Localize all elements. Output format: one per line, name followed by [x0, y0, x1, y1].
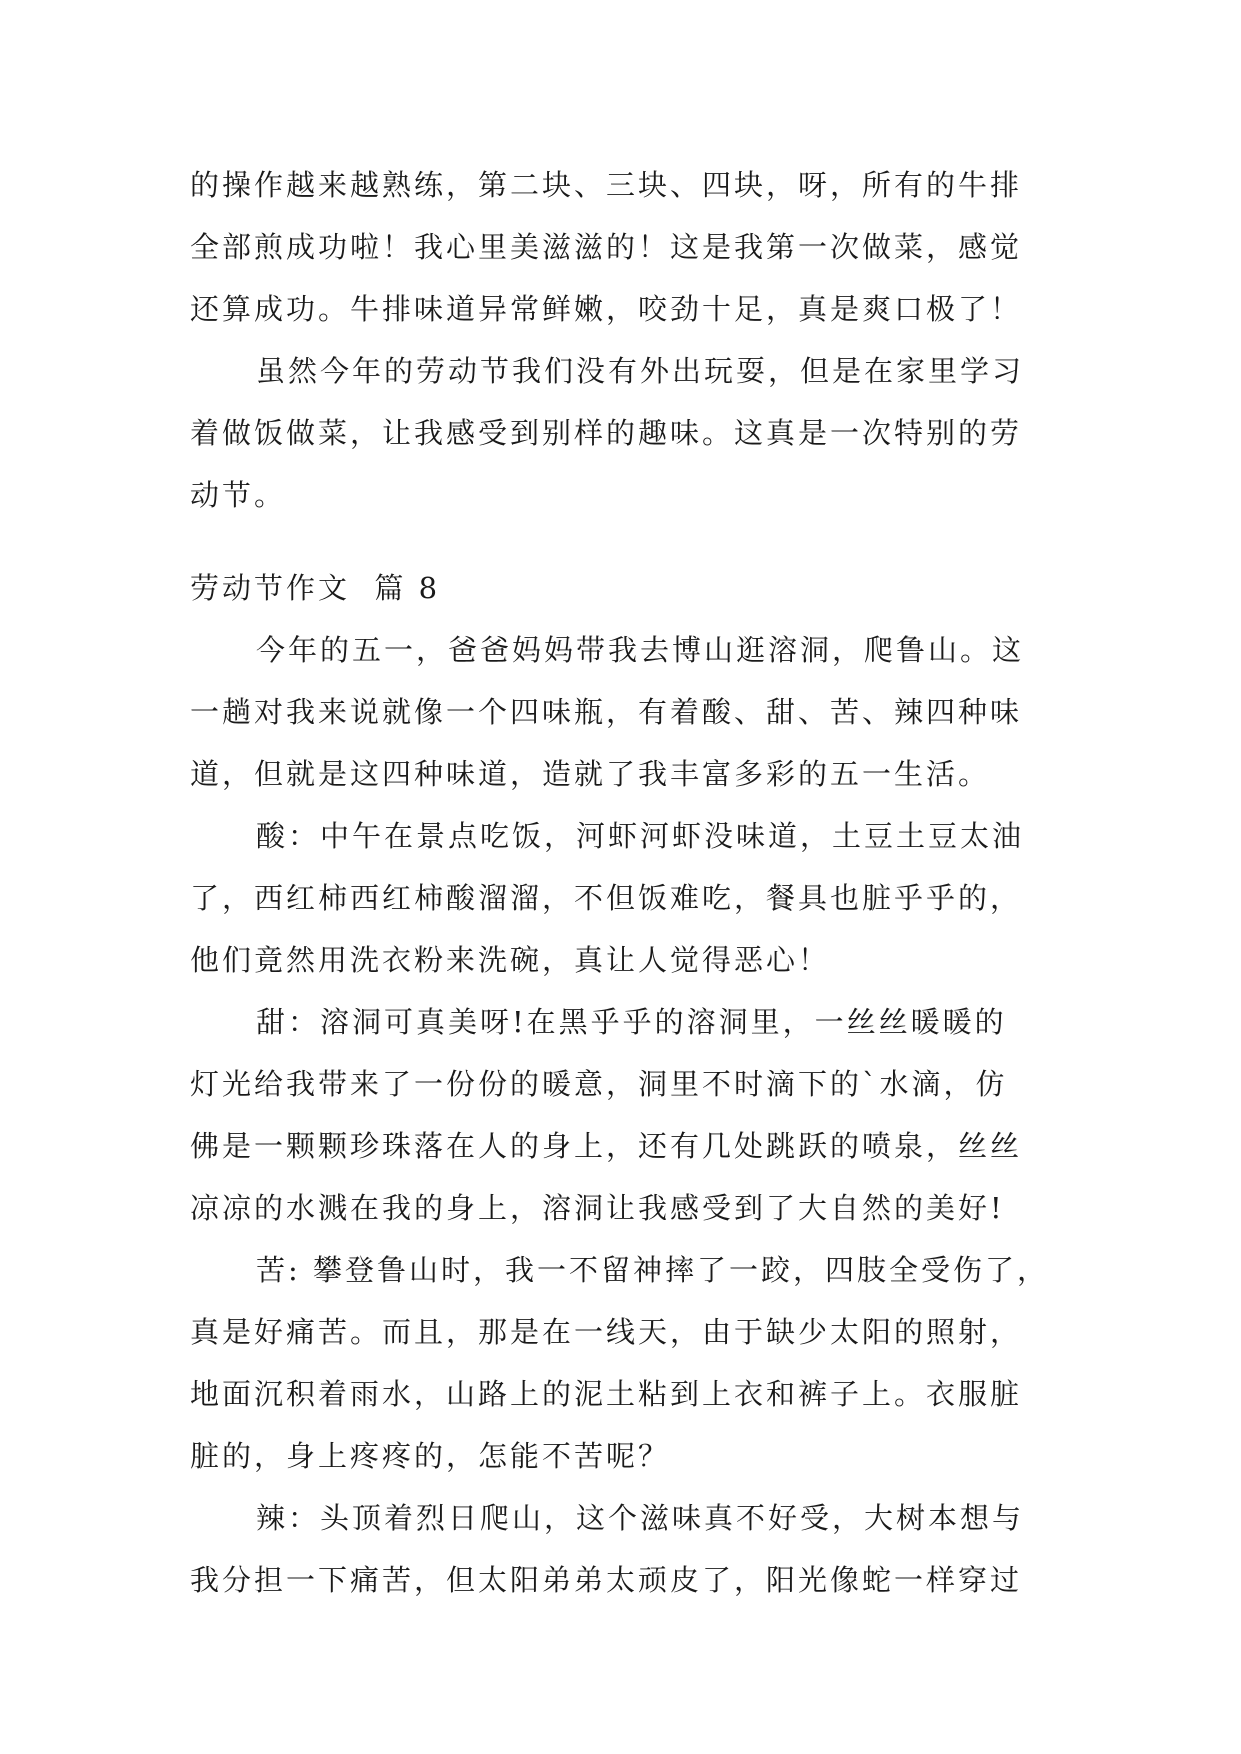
section-title: 劳动节作文 篇 8	[190, 571, 441, 605]
text-line: 酸：中午在景点吃饭，河虾河虾没味道，土豆土豆太油	[256, 819, 1025, 853]
text-line: 的操作越来越熟练，第二块、三块、四块，呀，所有的牛排	[190, 168, 1023, 202]
text-line: 甜：溶洞可真美呀!在黑乎乎的溶洞里，一丝丝暖暖的	[256, 1005, 1007, 1039]
text-line: 我分担一下痛苦，但太阳弟弟太顽皮了，阳光像蛇一样穿过	[190, 1563, 1023, 1597]
text-line: 地面沉积着雨水，山路上的泥土粘到上衣和裤子上。衣服脏	[190, 1377, 1023, 1411]
text-line: 灯光给我带来了一份份的暖意，洞里不时滴下的`水滴，仿	[190, 1067, 1008, 1101]
text-line: 今年的五一，爸爸妈妈带我去博山逛溶洞，爬鲁山。这	[256, 633, 1025, 667]
text-line: 辣：头顶着烈日爬山，这个滋味真不好受，大树本想与	[256, 1501, 1025, 1535]
text-line: 苦: 攀登鲁山时，我一不留神摔了一跤，四肢全受伤了，	[256, 1253, 1049, 1287]
text-line: 脏的，身上疼疼的，怎能不苦呢？	[190, 1439, 671, 1473]
text-line: 道，但就是这四种味道，造就了我丰富多彩的五一生活。	[190, 757, 991, 791]
paragraph	[190, 991, 1050, 1239]
text-line: 全部煎成功啦！我心里美滋滋的！这是我第一次做菜，感觉	[190, 230, 1023, 264]
text-line: 虽然今年的劳动节我们没有外出玩耍，但是在家里学习	[256, 354, 1025, 388]
text-line: 凉凉的水溅在我的身上，溶洞让我感受到了大自然的美好!	[190, 1191, 1005, 1225]
text-line: 还算成功。牛排味道异常鲜嫩，咬劲十足，真是爽口极了！	[190, 292, 1023, 326]
paragraph	[190, 1239, 1050, 1487]
text-line: 他们竟然用洗衣粉来洗碗，真让人觉得恶心！	[190, 943, 831, 977]
text-line: 佛是一颗颗珍珠落在人的身上，还有几处跳跃的喷泉，丝丝	[190, 1129, 1023, 1163]
continuation-text	[190, 154, 1050, 526]
text-line: 了，西红柿西红柿酸溜溜，不但饭难吃，餐具也脏乎乎的，	[190, 881, 1023, 915]
text-line: 真是好痛苦。而且，那是在一线天，由于缺少太阳的照射，	[190, 1315, 1023, 1349]
text-line: 一趟对我来说就像一个四味瓶，有着酸、甜、苦、辣四种味	[190, 695, 1023, 729]
paragraph	[190, 340, 1050, 526]
paragraph	[190, 1487, 1050, 1611]
text-line: 动节。	[190, 478, 287, 512]
paragraph	[190, 619, 1050, 805]
paragraph	[190, 805, 1050, 991]
text-line: 着做饭做菜，让我感受到别样的趣味。这真是一次特别的劳	[190, 416, 1023, 450]
essay-section	[190, 557, 1050, 1611]
paragraph	[190, 154, 1050, 340]
